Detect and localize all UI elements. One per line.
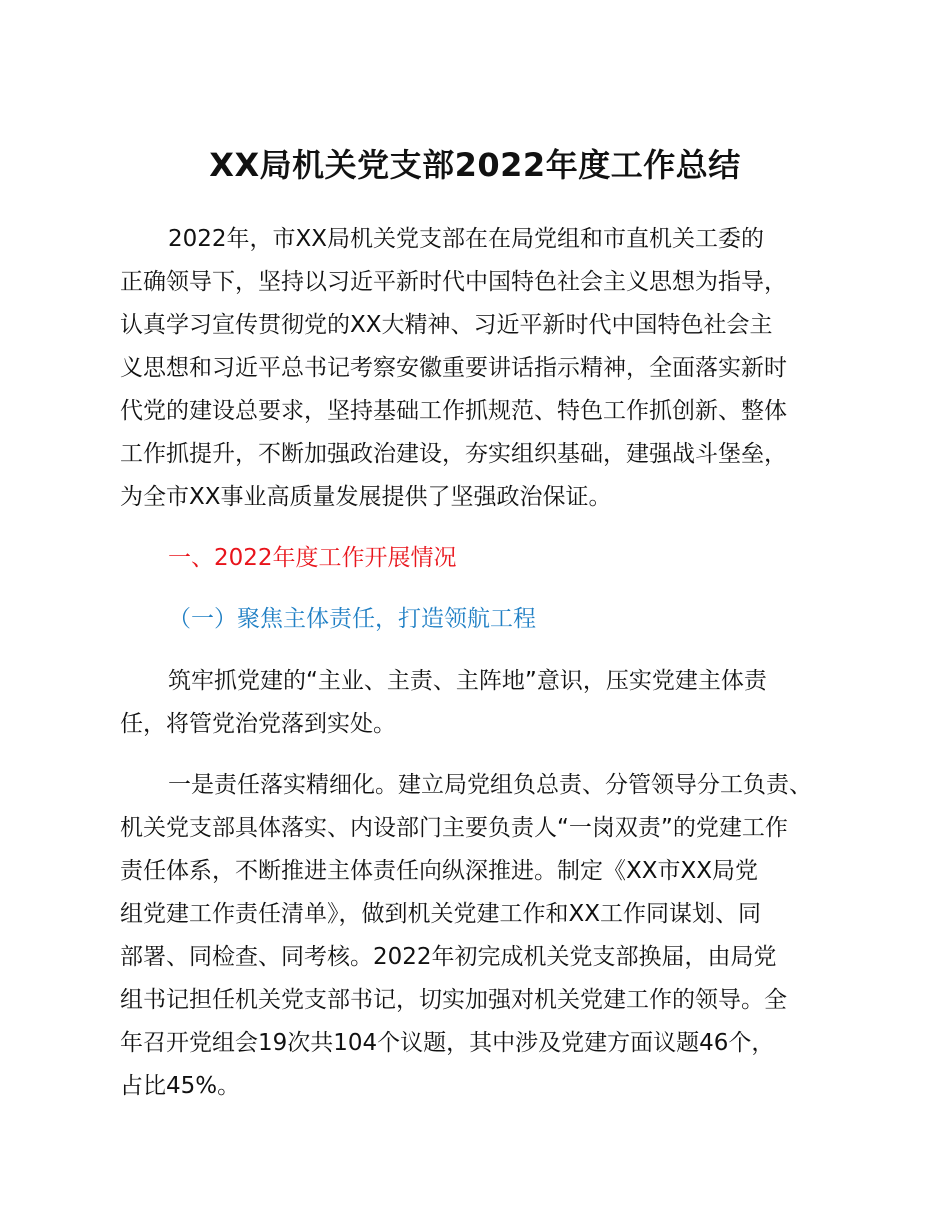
paragraph-line: 组党建工作责任清单》，做到机关党建工作和XX工作同谋划、同 xyxy=(120,901,762,927)
intro-line: 2022年，市XX局机关党支部在在局党组和市直机关工委的 xyxy=(168,226,765,252)
paragraph-line: 一是责任落实精细化。建立局党组负总责、分管领导分工负责、 xyxy=(168,772,812,798)
intro-line: 工作抓提升，不断加强政治建设，夯实组织基础，建强战斗堡垒， xyxy=(120,441,787,467)
intro-line: 为全市XX事业高质量发展提供了坚强政治保证。 xyxy=(120,484,612,510)
paragraph-line: 年召开党组会19次共104个议题，其中涉及党建方面议题46个， xyxy=(120,1030,775,1056)
paragraph-line: 任，将管党治党落到实处。 xyxy=(120,711,396,737)
paragraph-line: 机关党支部具体落实、内设部门主要负责人“一岗双责”的党建工作 xyxy=(120,815,788,841)
intro-line: 义思想和习近平总书记考察安徽重要讲话指示精神，全面落实新时 xyxy=(120,355,787,381)
paragraph-line: 组书记担任机关党支部书记，切实加强对机关党建工作的领导。全 xyxy=(120,987,787,1013)
section-heading: 一、2022年度工作开展情况 xyxy=(168,545,457,571)
document-title: XX局机关党支部2022年度工作总结 xyxy=(209,146,741,184)
intro-line: 认真学习宣传贯彻党的XX大精神、习近平新时代中国特色社会主 xyxy=(120,312,773,338)
intro-line: 正确领导下，坚持以习近平新时代中国特色社会主义思想为指导， xyxy=(120,269,787,295)
paragraph-line: 责任体系，不断推进主体责任向纵深推进。制定《XX市XX局党 xyxy=(120,858,759,884)
paragraph-line: 部署、同检查、同考核。2022年初完成机关党支部换届，由局党 xyxy=(120,944,777,970)
subsection-heading: （一）聚焦主体责任，打造领航工程 xyxy=(168,606,536,632)
paragraph-line: 筑牢抓党建的“主业、主责、主阵地”意识，压实党建主体责 xyxy=(168,668,767,694)
paragraph-line: 占比45%。 xyxy=(120,1073,241,1099)
intro-line: 代党的建设总要求，坚持基础工作抓规范、特色工作抓创新、整体 xyxy=(120,398,787,424)
